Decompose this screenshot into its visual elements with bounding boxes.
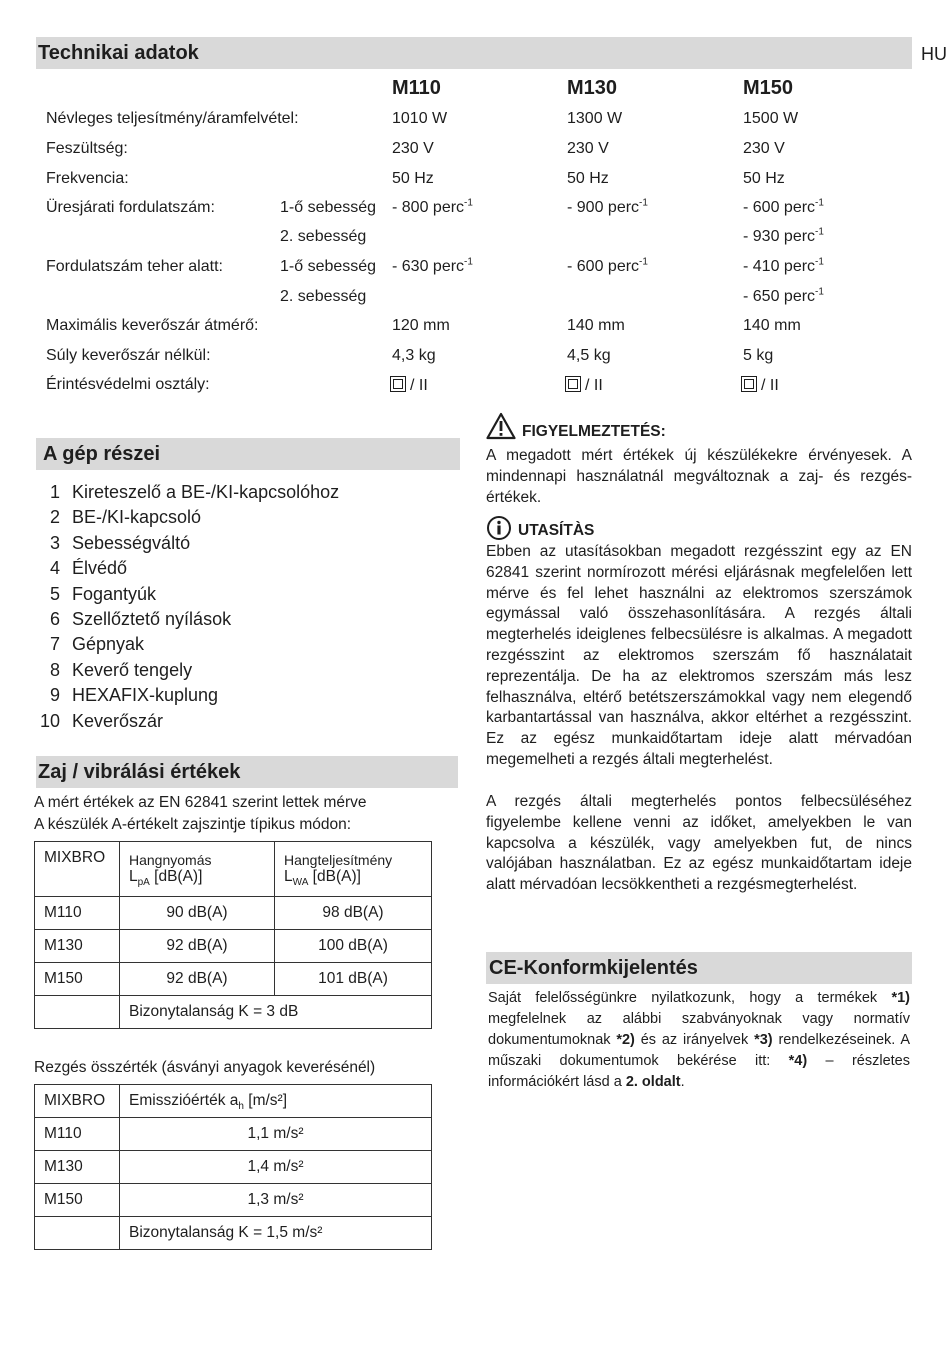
table-cell: Bizonytalanság K = 1,5 m/s² [120, 1217, 432, 1250]
spec-value: - 600 perc$^{-1}$ [743, 197, 824, 216]
spec-value: - 800 perc$^{-1}$ [392, 197, 473, 216]
warning-triangle-icon [486, 412, 516, 440]
spec-value: 230 V [743, 140, 785, 157]
table-cell: Bizonytalanság K = 3 dB [120, 996, 432, 1029]
spec-value: - 900 perc$^{-1}$ [567, 197, 648, 216]
spec-value: - 630 perc$^{-1}$ [392, 256, 473, 275]
spec-value: - 600 perc$^{-1}$ [567, 256, 648, 275]
list-item: 6 Szellőztető nyílások [49, 608, 232, 629]
spec-label: Maximális keverőszár átmérő: [46, 317, 259, 334]
model-header: M150 [743, 77, 794, 99]
protection-class-icon [390, 376, 406, 392]
spec-value: 50 Hz [392, 170, 434, 187]
spec-label: Feszültség: [46, 140, 128, 157]
table-header-cell: Hangteljesítmény $L_{WA}$ [dB(A)] [275, 842, 432, 897]
list-item: 9 HEXAFIX-kuplung [49, 685, 219, 706]
parts-list [34, 480, 339, 734]
table-row [35, 897, 432, 930]
spec-sublabel: 1-ő sebesség [280, 199, 377, 216]
warning-heading: FIGYELMEZTETÉS: [486, 412, 666, 441]
table-cell [35, 996, 120, 1029]
spec-sublabel: 2. sebesség [280, 228, 367, 245]
table-row [35, 1085, 432, 1118]
table-cell: M150 [35, 1184, 120, 1217]
list-item: 5 Fogantyúk [49, 583, 157, 604]
table-header-cell: Hangnyomás $L_{pA}$ [dB(A)] [120, 842, 275, 897]
model-header: M130 [567, 77, 618, 99]
list-item: 4 Élvédő [49, 558, 128, 579]
table-cell: 100 dB(A) [275, 930, 432, 963]
spec-value: 140 mm [567, 317, 625, 334]
spec-label: Fordulatszám teher alatt: [46, 258, 223, 275]
parts-section-title: A gép részei [43, 443, 161, 465]
table-row [35, 1118, 432, 1151]
table-cell: 90 dB(A) [120, 897, 275, 930]
spec-value: 50 Hz [743, 170, 785, 187]
table-row [35, 930, 432, 963]
table-cell: 92 dB(A) [120, 963, 275, 996]
spec-sublabel: 2. sebesség [280, 288, 367, 305]
spec-value: 1300 W [567, 110, 623, 127]
list-item: 2 BE-/KI-kapcsoló [49, 507, 202, 528]
language-tag: HU [921, 44, 947, 64]
table-cell: M110 [35, 897, 120, 930]
spec-value: 50 Hz [567, 170, 609, 187]
table-row [35, 1184, 432, 1217]
spec-label: Frekvencia: [46, 170, 129, 187]
table-cell: M150 [35, 963, 120, 996]
spec-sublabel: 1-ő sebesség [280, 258, 377, 275]
list-item: 7 Gépnyak [49, 634, 145, 655]
table-cell: 101 dB(A) [275, 963, 432, 996]
noise-section-title: Zaj / vibrálási értékek [38, 761, 241, 783]
spec-value: - 650 perc$^{-1}$ [743, 286, 824, 305]
instruction-paragraph: A rezgés általi megterhelés pontos felbecsüléséhez figyelembe kellene venni az időket, amelyekben le van kapcsolva a készülék, vagy amelyekben fut, de nincs valójában használatban. Ez az egész munkaidőtartam ideje alatt mérvadóan lecsökkentheti a rezgésmegterhelést. [486, 793, 912, 894]
spec-value: - 930 perc$^{-1}$ [743, 226, 824, 245]
spec-value: 1010 W [392, 110, 448, 127]
table-cell [35, 1217, 120, 1250]
tech-section-title: Technikai adatok [38, 42, 199, 64]
table-cell: 1,4 m/s² [120, 1151, 432, 1184]
table-header-cell: MIXBRO [35, 1085, 120, 1118]
info-icon [486, 515, 512, 541]
table-row [35, 1217, 432, 1250]
list-item: 1 Kireteszelő a BE-/KI-kapcsolóhoz [49, 482, 340, 502]
list-item: 8 Keverő tengely [49, 659, 193, 680]
table-cell: 98 dB(A) [275, 897, 432, 930]
spec-value: 120 mm [392, 317, 450, 334]
spec-value: - 410 perc$^{-1}$ [743, 256, 824, 275]
model-header: M110 [392, 77, 441, 99]
ce-declaration-text: Saját felelősségünkre nyilatkozunk, hogy a termékek *1) megfelelnek az alábbi szabványoknak vagy normatív dokumentumoknak *2) és az irányelvek *3) rendelkezéseinek. A műszaki dokumentumok bekérése itt: *4) – részletes információkért lásd a 2. oldalt. [488, 990, 911, 1090]
spec-label: Névleges teljesítmény/áramfelvétel: [46, 110, 299, 127]
table-row [35, 996, 432, 1029]
table-row [35, 842, 432, 897]
table-cell: 1,3 m/s² [120, 1184, 432, 1217]
spec-value: 4,3 kg [392, 347, 436, 364]
spec-value: / II [565, 376, 603, 395]
spec-value: 4,5 kg [567, 347, 611, 364]
spec-value: 230 V [567, 140, 609, 157]
table-cell: M110 [35, 1118, 120, 1151]
spec-value: 140 mm [743, 317, 801, 334]
protection-class-icon [565, 376, 581, 392]
spec-value: 5 kg [743, 347, 774, 364]
table-cell: M130 [35, 930, 120, 963]
noise-intro-line: A mért értékek az EN 62841 szerint lettek mérve [34, 794, 367, 811]
table-row [35, 1151, 432, 1184]
spec-label: Súly keverőszár nélkül: [46, 347, 211, 364]
spec-label: Érintésvédelmi osztály: [46, 376, 210, 393]
table-cell: M130 [35, 1151, 120, 1184]
instruction-heading: UTASÍTÀS [486, 515, 594, 541]
list-item: 10 Keverőszár [39, 710, 164, 731]
spec-value: / II [390, 376, 428, 395]
vibration-caption: Rezgés összérték (ásványi anyagok keverésénél) [34, 1059, 376, 1076]
spec-value: 1500 W [743, 110, 799, 127]
vibration-table [34, 1084, 432, 1250]
table-cell: 92 dB(A) [120, 930, 275, 963]
ce-section-title: CE-Konformkijelentés [489, 957, 698, 979]
table-header-cell: MIXBRO [35, 842, 120, 897]
noise-intro-line: A készülék A-értékelt zajszintje típikus módon: [34, 816, 352, 833]
instruction-paragraph: Ebben az utasításokban megadott rezgésszint egy az EN 62841 szerint normírozott mérési eljárásnak megfelelően lett mérve és fel lehet használni az elektromos szerszámok egymással való összehasonlítására. A rezgés általi megterhelés ideiglenes felbecsülésre is alkalmas. A megadott rezgésszint az elektromos szerszám fő használatait reprezentálja. De ha az elektromos szerszám más lesz felhasználva, eltérő betétszerszámokkal vagy nem elegendő karbantartással van használva, akkor eltérhet a rezgésszint. Ez az egész munkaidőtartam ideje alatt mérvadóan megemelheti a rezgés általi megterhelést. [486, 543, 912, 768]
table-cell: 1,1 m/s² [120, 1118, 432, 1151]
warning-text: A megadott mért értékek új készülékekre érvényesek. A mindennapi használatnál megváltoznak a zaj- és rezgés-értékek. [486, 447, 912, 506]
protection-class-icon [741, 376, 757, 392]
list-item: 3 Sebességváltó [49, 532, 191, 553]
spec-label: Üresjárati fordulatszám: [46, 199, 215, 216]
noise-table [34, 841, 432, 1029]
table-row [35, 963, 432, 996]
table-header-cell: Emisszióérték $a_h$ [m/s²] [120, 1085, 432, 1118]
spec-value: 230 V [392, 140, 434, 157]
spec-value: / II [741, 376, 779, 395]
